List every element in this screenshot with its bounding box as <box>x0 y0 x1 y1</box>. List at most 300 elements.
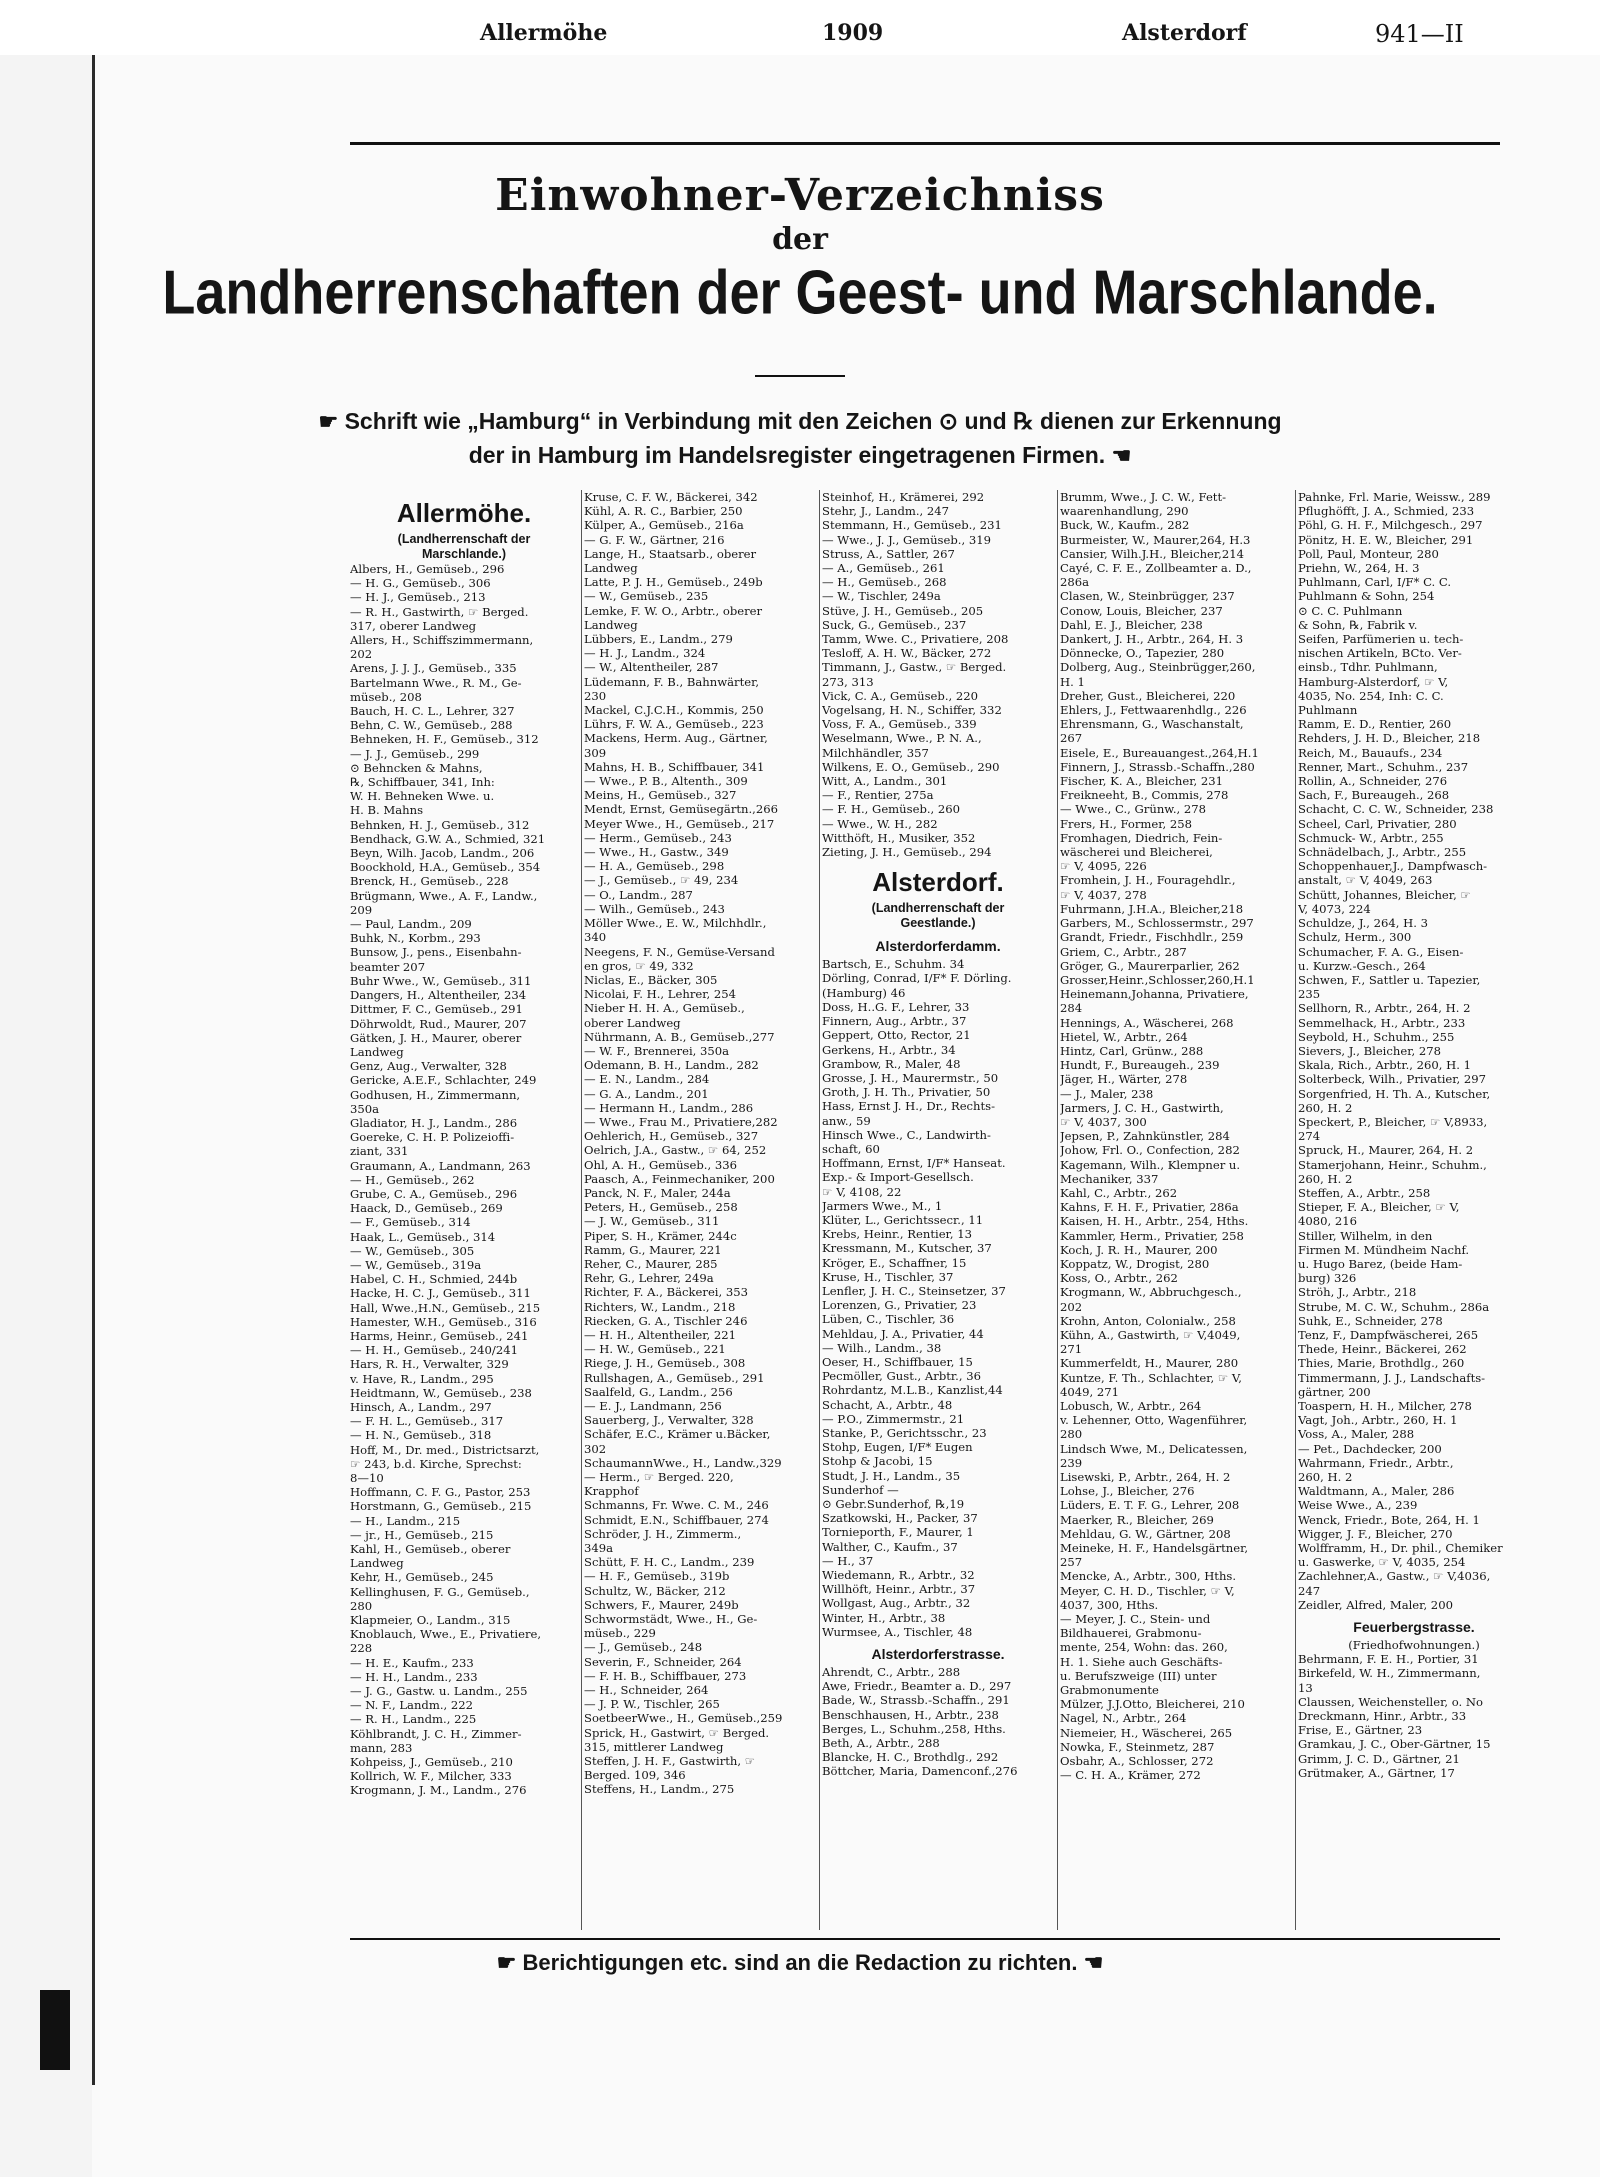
directory-entry: Schröder, J. H., Zimmerm., <box>584 1526 742 1541</box>
directory-entry: Lange, H., Staatsarb., oberer <box>584 546 757 561</box>
directory-entry: Landweg <box>584 617 638 632</box>
directory-entry: Schmanns, Fr. Wwe. C. M., 246 <box>584 1498 769 1513</box>
directory-entry: — H. H., Gemüseb., 240/241 <box>350 1343 518 1358</box>
directory-entry: Poll, Paul, Monteur, 280 <box>1298 546 1439 561</box>
directory-entry: — W., Altentheiler, 287 <box>584 660 719 675</box>
directory-entry: Krebs, Heinr., Rentier, 13 <box>822 1227 972 1242</box>
directory-entry: Mackel, C.J.C.H., Kommis, 250 <box>584 703 764 718</box>
directory-entry: Sievers, J., Bleicher, 278 <box>1298 1043 1441 1058</box>
directory-entry: Meyer, C. H. D., Tischler, ☞ V, <box>1060 1583 1235 1598</box>
directory-entry: u. Berufszweige (III) unter <box>1060 1668 1217 1683</box>
directory-entry: 202 <box>350 647 373 662</box>
section-subheading: (Landherrenschaft der <box>397 532 531 546</box>
directory-entry: Saalfeld, G., Landm., 256 <box>584 1384 733 1399</box>
directory-entry: Voss, A., Maler, 288 <box>1298 1427 1415 1442</box>
directory-entry: Lobusch, W., Arbtr., 264 <box>1060 1399 1202 1413</box>
directory-entry: Meins, H., Gemüseb., 327 <box>584 788 737 803</box>
directory-entry: Vagt, Joh., Arbtr., 260, H. 1 <box>1298 1413 1458 1428</box>
directory-entry: Stemmann, H., Gemüseb., 231 <box>822 518 1002 533</box>
directory-entry: Bunsow, J., pens., Eisenbahn- <box>350 945 522 960</box>
directory-entry: Dankert, J. H., Arbtr., 264, H. 3 <box>1060 632 1244 647</box>
directory-entry: (Hamburg) 46 <box>822 985 906 1000</box>
directory-entry: Schacht, C. C. W., Schneider, 238 <box>1298 802 1494 817</box>
directory-entry: Hietel, W., Arbtr., 264 <box>1060 1029 1188 1044</box>
directory-entry: Solterbeck, Wilh., Privatier, 297 <box>1298 1072 1487 1087</box>
directory-entry: Schuldze, J., 264, H. 3 <box>1298 916 1428 931</box>
notice-line-1: ☛ Schrift wie „Hamburg“ in Verbindung mit den Zeichen ⊙ und ℞ dienen zur Erkennung <box>318 408 1282 434</box>
directory-entry: Lüdemann, F. B., Bahnwärter, <box>584 674 760 689</box>
directory-entry: Böttcher, Maria, Damenconf.,276 <box>822 1764 1018 1779</box>
street-heading: Feuerbergstrasse. <box>1353 1619 1475 1636</box>
directory-entry: Schwen, F., Sattler u. Tapezier, <box>1298 972 1481 987</box>
directory-entry: Zeidler, Alfred, Maler, 200 <box>1298 1597 1453 1612</box>
directory-entry: Wigger, J. F., Bleicher, 270 <box>1298 1526 1453 1541</box>
directory-entry: 4035, No. 254, Inh: C. C. <box>1298 688 1444 703</box>
directory-entry: Kühn, A., Gastwirth, ☞ V,4049, <box>1060 1327 1241 1342</box>
directory-entry: mann, 283 <box>350 1740 413 1755</box>
directory-entry: Richter, F. A., Bäckerei, 353 <box>584 1285 749 1300</box>
directory-entry: Allers, H., Schiffszimmermann, <box>350 633 534 648</box>
directory-entry: Horstmann, G., Gemüseb., 215 <box>350 1499 532 1514</box>
directory-entry: Firmen M. Mündheim Nachf. <box>1298 1242 1470 1257</box>
footer-notice: ☛ Berichtigungen etc. sind an die Redaction zu richten. ☚ <box>496 1950 1104 1975</box>
directory-entry: Rehr, G., Lehrer, 249a <box>584 1271 714 1286</box>
directory-entry: Hinsch Wwe., C., Landwirth- <box>822 1127 991 1142</box>
directory-entry: Lindsch Wwe, M., Delicatessen, <box>1060 1441 1248 1456</box>
directory-entry: Richters, W., Landm., 218 <box>584 1299 736 1314</box>
section-subheading: Geestlande.) <box>900 916 976 931</box>
directory-columns <box>350 490 1503 1930</box>
directory-entry: — Wilh., Landm., 38 <box>822 1340 942 1355</box>
header-right: Alsterdorf <box>1122 20 1247 46</box>
scan-margin-left <box>0 55 92 2177</box>
directory-entry: — R. H., Landm., 225 <box>350 1712 477 1727</box>
directory-entry: Dolberg, Aug., Steinbrügger,260, <box>1060 660 1256 675</box>
directory-entry: Möller Wwe., E. W., Milchhdlr., <box>584 916 767 931</box>
directory-entry: Kagemann, Wilh., Klempner u. <box>1060 1157 1241 1172</box>
directory-entry: Haak, L., Gemüseb., 314 <box>350 1229 496 1244</box>
directory-entry: Behn, C. W., Gemüseb., 288 <box>350 718 513 733</box>
directory-entry: Weselmann, Wwe., P. N. A., <box>822 731 982 746</box>
directory-entry: Kammler, Herm., Privatier, 258 <box>1060 1228 1244 1243</box>
directory-entry: Buhk, N., Korbm., 293 <box>350 931 481 946</box>
directory-entry: Vogelsang, H. N., Schiffer, 332 <box>822 703 1002 718</box>
directory-entry: müseb., 208 <box>350 689 422 704</box>
directory-entry: ⊙ Behncken & Mahns, <box>350 760 483 775</box>
directory-entry: Gladiator, H. J., Landm., 286 <box>350 1115 518 1130</box>
directory-entry: 228 <box>350 1641 373 1656</box>
directory-entry: Grandt, Friedr., Fischhdlr., 259 <box>1060 930 1244 945</box>
directory-entry: Berges, L., Schuhm.,258, Hths. <box>822 1721 1006 1736</box>
directory-entry: H. 1. Siehe auch Geschäfts- <box>1060 1654 1223 1669</box>
directory-entry: Milchhändler, 357 <box>822 745 929 760</box>
directory-entry: Jarmers, J. C. H., Gastwirth, <box>1060 1100 1224 1115</box>
directory-entry: Willhöft, Heinr., Arbtr., 37 <box>822 1582 976 1597</box>
directory-entry: Kruse, H., Tischler, 37 <box>822 1269 954 1284</box>
directory-entry: Klapmeier, O., Landm., 315 <box>350 1613 511 1628</box>
directory-entry: Lenfler, J. H. C., Steinsetzer, 37 <box>822 1283 1006 1298</box>
directory-entry: Steffens, H., Landm., 275 <box>584 1782 735 1797</box>
column-divider <box>581 490 582 1930</box>
directory-entry: Grabmonumente <box>1060 1683 1159 1698</box>
directory-entry: Finnern, J., Strassb.-Schaffn.,280 <box>1060 759 1255 774</box>
directory-entry: Oehlerich, H., Gemüseb., 327 <box>584 1129 759 1144</box>
directory-entry: Grambow, R., Maler, 48 <box>822 1056 961 1071</box>
directory-entry: Weise Wwe., A., 239 <box>1298 1498 1418 1513</box>
directory-entry: Sorgenfried, H. Th. A., Kutscher, <box>1298 1086 1491 1101</box>
directory-entry: Knoblauch, Wwe., E., Privatiere, <box>350 1627 542 1642</box>
section-subheading: (Landherrenschaft der <box>871 901 1005 916</box>
directory-entry: 8—10 <box>350 1471 384 1485</box>
directory-entry: — H., Gemüseb., 268 <box>822 575 947 590</box>
directory-entry: Rehders, J. H. D., Bleicher, 218 <box>1298 731 1481 746</box>
binding-edge-line <box>92 55 95 2085</box>
directory-entry: Lisewski, P., Arbtr., 264, H. 2 <box>1060 1470 1231 1485</box>
directory-entry: oberer Landweg <box>584 1015 681 1030</box>
directory-entry: u. Kurzw.-Gesch., 264 <box>1298 958 1426 973</box>
directory-entry: — Wwe., J. J., Gemüseb., 319 <box>822 532 991 547</box>
directory-entry: — P.O., Zimmermstr., 21 <box>822 1411 965 1426</box>
directory-entry: Schmuck- W., Arbtr., 255 <box>1298 830 1444 845</box>
directory-entry: Krohn, Anton, Colonialw., 258 <box>1060 1313 1236 1328</box>
directory-entry: Krogmann, W., Abbruchgesch., <box>1060 1285 1242 1300</box>
directory-entry: Pecmöller, Gust., Arbtr., 36 <box>822 1369 981 1384</box>
directory-entry: Grube, C. A., Gemüseb., 296 <box>350 1186 518 1201</box>
directory-entry: Fuhrmann, J.H.A., Bleicher,218 <box>1060 901 1244 916</box>
directory-entry: — J. J., Gemüseb., 299 <box>350 746 480 761</box>
directory-entry: — H. W., Gemüseb., 221 <box>584 1342 726 1357</box>
directory-entry: Wenck, Friedr., Bote, 264, H. 1 <box>1298 1512 1480 1527</box>
directory-entry: Hinsch, A., Landm., 297 <box>350 1399 492 1414</box>
directory-entry: Maerker, R., Bleicher, 269 <box>1060 1512 1214 1527</box>
directory-entry: Döhrwoldt, Rud., Maurer, 207 <box>350 1016 527 1031</box>
directory-entry: Schacht, A., Arbtr., 48 <box>822 1397 953 1412</box>
directory-entry: 13 <box>1298 1680 1313 1695</box>
column-3 <box>822 490 1054 1930</box>
street-heading: Alsterdorferstrasse. <box>871 1646 1005 1663</box>
directory-entry: SchaumannWwe., H., Landw.,329 <box>584 1455 782 1470</box>
directory-entry: Landweg <box>350 1044 404 1059</box>
directory-entry: Jarmers Wwe., M., 1 <box>822 1198 943 1213</box>
directory-entry: ⊙ Gebr.Sunderhof, ℞,19 <box>822 1497 965 1511</box>
directory-entry: Suck, G., Gemüseb., 237 <box>822 617 967 632</box>
directory-entry: Bendhack, G.W. A., Schmied, 321 <box>350 831 546 846</box>
directory-entry: 350a <box>350 1101 380 1116</box>
directory-entry: Pönitz, H. E. W., Bleicher, 291 <box>1298 532 1474 547</box>
directory-entry: Claussen, Weichensteller, o. No <box>1298 1694 1484 1709</box>
directory-entry: 302 <box>584 1441 607 1456</box>
directory-entry: 309 <box>584 745 607 760</box>
header-left: Allermöhe <box>480 20 608 46</box>
directory-entry: Strube, M. C. W., Schuhm., 286a <box>1298 1299 1490 1314</box>
directory-entry: Köhlbrandt, J. C. H., Zimmer- <box>350 1726 522 1741</box>
directory-entry: waarenhandlung, 290 <box>1060 504 1189 519</box>
directory-entry: 315, mittlerer Landweg <box>584 1739 724 1754</box>
directory-entry: — Herm., ☞ Berged. 220, <box>584 1470 734 1485</box>
directory-entry: Burmeister, W., Maurer,264, H.3 <box>1060 532 1251 547</box>
directory-entry: Winter, H., Arbtr., 38 <box>822 1610 946 1625</box>
directory-entry: Tenz, F., Dampfwäscherei, 265 <box>1298 1327 1479 1342</box>
directory-entry: V, 4073, 224 <box>1298 901 1371 916</box>
directory-entry: Steinhof, H., Krämerei, 292 <box>822 490 985 504</box>
directory-entry: — Meyer, J. C., Stein- und <box>1060 1612 1211 1627</box>
directory-entry: Benschhausen, H., Arbtr., 238 <box>822 1707 999 1722</box>
directory-entry: Kühl, A. R. C., Barbier, 250 <box>584 504 743 519</box>
directory-entry: — E. N., Landm., 284 <box>584 1072 710 1087</box>
directory-entry: Timmann, J., Gastw., ☞ Berged. <box>822 660 1007 675</box>
directory-entry: Nieber H. H. A., Gemüseb., <box>584 1001 745 1016</box>
directory-entry: Dangers, H., Altentheiler, 234 <box>350 988 527 1003</box>
directory-entry: Oeser, H., Schiffbauer, 15 <box>822 1354 973 1369</box>
directory-entry: Hamburg-Alsterdorf, ☞ V, <box>1298 674 1449 689</box>
directory-entry: W. H. Behneken Wwe. u. <box>350 789 495 804</box>
directory-entry: ziant, 331 <box>350 1144 409 1159</box>
directory-entry: Rohrdantz, M.L.B., Kanzlist,44 <box>822 1383 1003 1398</box>
header-year: 1909 <box>822 20 884 46</box>
directory-entry: 317, oberer Landweg <box>350 618 477 633</box>
column-2 <box>584 490 816 1930</box>
directory-entry: Piper, S. H., Krämer, 244c <box>584 1228 737 1243</box>
directory-entry: Krapphof <box>584 1484 639 1499</box>
directory-entry: Godhusen, H., Zimmermann, <box>350 1087 521 1102</box>
directory-entry: Ramm, G., Maurer, 221 <box>584 1242 722 1257</box>
directory-entry: Koch, J. R. H., Maurer, 200 <box>1060 1242 1218 1257</box>
directory-entry: Dönnecke, O., Tapezier, 280 <box>1060 646 1225 661</box>
directory-entry: Schütt, Johannes, Bleicher, ☞ <box>1298 887 1471 902</box>
directory-entry: — Hermann H., Landm., 286 <box>584 1100 754 1115</box>
section-heading: Alsterdorf. <box>872 867 1004 898</box>
directory-entry: Speckert, P., Bleicher, ☞ V,8933, <box>1298 1114 1488 1129</box>
directory-entry: Tornieporth, F., Maurer, 1 <box>822 1525 974 1540</box>
directory-entry: Hoffmann, Ernst, I/F* Hanseat. <box>822 1156 1006 1171</box>
directory-entry: Skala, Rich., Arbtr., 260, H. 1 <box>1298 1058 1471 1073</box>
directory-entry: Dittmer, F. C., Gemüseb., 291 <box>350 1002 523 1017</box>
directory-entry: Dreckmann, Hinr., Arbtr., 33 <box>1298 1709 1467 1724</box>
directory-entry: Gericke, A.E.F., Schlachter, 249 <box>350 1073 537 1088</box>
directory-entry: Külper, A., Gemüseb., 216a <box>584 518 744 533</box>
directory-entry: — Paul, Landm., 209 <box>350 917 472 932</box>
directory-entry: 349a <box>584 1541 614 1556</box>
directory-entry: Mechaniker, 337 <box>1060 1171 1159 1186</box>
directory-entry: Gerkens, H., Arbtr., 34 <box>822 1042 956 1057</box>
directory-entry: 209 <box>350 902 373 917</box>
column-5 <box>1298 490 1530 1930</box>
directory-entry: anw., 59 <box>822 1113 871 1128</box>
directory-entry: — J., Gemüseb., ☞ 49, 234 <box>584 873 739 888</box>
directory-entry: Panck, N. F., Maler, 244a <box>584 1185 731 1200</box>
page-title: Einwohner-Verzeichniss <box>495 170 1105 221</box>
directory-entry: Puhlmann & Sohn, 254 <box>1298 589 1435 604</box>
street-heading: Alsterdorferdamm. <box>875 938 1001 955</box>
directory-entry: Bildhauerei, Grabmonu- <box>1060 1626 1202 1641</box>
pointing-hand-icon: ☛ <box>318 409 339 434</box>
directory-entry: — H. J., Gemüseb., 213 <box>350 590 486 605</box>
directory-entry: Jäger, H., Wärter, 278 <box>1060 1072 1188 1087</box>
directory-entry: 4049, 271 <box>1060 1384 1120 1399</box>
directory-entry: Pflughöfft, J. A., Schmied, 233 <box>1298 504 1475 519</box>
directory-entry: Kröger, E., Schaffner, 15 <box>822 1255 967 1270</box>
directory-entry: Tesloff, A. H. W., Bäcker, 272 <box>822 646 992 661</box>
directory-entry: Ehlers, J., Fettwaarenhdlg., 226 <box>1060 703 1247 718</box>
directory-entry: 260, H. 2 <box>1298 1470 1353 1485</box>
directory-entry: Mahns, H. B., Schiffbauer, 341 <box>584 759 765 774</box>
directory-entry: 280 <box>1060 1427 1083 1442</box>
directory-entry: Stanke, P., Gerichtsschr., 23 <box>822 1425 987 1440</box>
directory-entry: müseb., 229 <box>584 1626 656 1641</box>
directory-entry: — J. P. W., Tischler, 265 <box>584 1697 720 1712</box>
directory-entry: Bartsch, E., Schuhm. 34 <box>822 957 965 972</box>
directory-entry: Arens, J. J. J., Gemüseb., 335 <box>350 661 517 676</box>
directory-entry: Hoff, M., Dr. med., Districtsarzt, <box>350 1442 540 1457</box>
directory-entry: Schwormstädt, Wwe., H., Ge- <box>584 1612 758 1627</box>
directory-entry: — F. H. L., Gemüseb., 317 <box>350 1414 504 1429</box>
directory-entry: Waldtmann, A., Maler, 286 <box>1298 1484 1455 1499</box>
directory-entry: Garbers, M., Schlossermstr., 297 <box>1060 916 1254 931</box>
directory-entry: — Wwe., C., Grünw., 278 <box>1060 802 1207 817</box>
directory-entry: wäscherei und Bleicherei, <box>1060 845 1213 860</box>
directory-entry: Habel, C. H., Schmied, 244b <box>350 1272 518 1287</box>
directory-entry: Grosser,Heinr.,Schlosser,260,H.1 <box>1060 972 1255 987</box>
directory-entry: Zachlehner,A., Gastw., ☞ V,4036, <box>1298 1569 1491 1584</box>
directory-entry: 284 <box>1060 1001 1083 1016</box>
directory-entry: SoetbeerWwe., H., Gemüseb.,259 <box>584 1711 783 1726</box>
directory-entry: Eisele, E., Bureauangest.,264,H.1 <box>1060 745 1259 760</box>
directory-entry: 340 <box>584 930 607 945</box>
directory-entry: Mackens, Herm. Aug., Gärtner, <box>584 731 768 746</box>
directory-entry: Boockhold, H.A., Gemüseb., 354 <box>350 860 541 875</box>
directory-entry: Fischer, K. A., Bleicher, 231 <box>1060 774 1224 789</box>
directory-entry: Schumacher, F. A. G., Eisen- <box>1298 944 1464 959</box>
directory-entry: — Wwe., P. B., Altenth., 309 <box>584 774 748 789</box>
column-divider <box>1057 490 1058 1930</box>
directory-entry: — J. G., Gastw. u. Landm., 255 <box>350 1684 528 1699</box>
notice-line-2: der in Hamburg im Handelsregister eingetragenen Firmen. ☚ <box>468 442 1132 468</box>
directory-entry: burg) 326 <box>1298 1271 1357 1286</box>
directory-entry: ☞ 243, b.d. Kirche, Sprechst: <box>350 1456 522 1471</box>
directory-entry: Landweg <box>350 1556 404 1571</box>
directory-entry: — W., Gemüseb., 235 <box>584 589 709 604</box>
directory-entry: Birkefeld, W. H., Zimmermann, <box>1298 1666 1481 1681</box>
directory-entry: Brenck, H., Gemüseb., 228 <box>350 874 509 889</box>
pointing-hand-icon: ☛ <box>496 1950 517 1975</box>
directory-entry: ☞ V, 4095, 226 <box>1060 859 1147 874</box>
directory-entry: 202 <box>1060 1299 1083 1314</box>
directory-entry: — J., Gemüseb., 248 <box>584 1640 703 1655</box>
directory-entry: Seifen, Parfümerien u. tech- <box>1298 632 1464 647</box>
directory-entry: Ehrensmann, G., Waschanstalt, <box>1060 717 1244 732</box>
directory-entry: Hennings, A., Wäscherei, 268 <box>1060 1015 1234 1030</box>
directory-entry: Kollrich, W. F., Milcher, 333 <box>350 1769 512 1784</box>
directory-entry: 260, H. 2 <box>1298 1171 1353 1186</box>
directory-entry: Seybold, H., Schuhm., 255 <box>1298 1029 1455 1044</box>
directory-entry: Lührs, F. W. A., Gemüseb., 223 <box>584 717 764 732</box>
directory-entry: Semmelhack, H., Arbtr., 233 <box>1298 1015 1466 1030</box>
directory-entry: Kehr, H., Gemüseb., 245 <box>350 1570 494 1585</box>
directory-entry: — H., Schneider, 264 <box>584 1683 709 1698</box>
directory-entry: Blancke, H. C., Brothdlg., 292 <box>822 1750 999 1765</box>
directory-entry: Hall, Wwe.,H.N., Gemüseb., 215 <box>350 1300 541 1315</box>
directory-entry: Grosse, J. H., Maurermstr., 50 <box>822 1070 999 1085</box>
directory-entry: Sach, F., Bureaugeh., 268 <box>1298 788 1450 803</box>
directory-entry: 4037, 300, Hths. <box>1060 1597 1159 1612</box>
directory-entry: Nührmann, A. B., Gemüseb.,277 <box>584 1029 775 1044</box>
directory-entry: — H. J., Landm., 324 <box>584 646 706 661</box>
pointing-hand-icon: ☚ <box>1111 443 1132 468</box>
directory-entry: Hintz, Carl, Grünw., 288 <box>1060 1043 1204 1058</box>
directory-entry: 271 <box>1060 1342 1083 1357</box>
directory-entry: Ströh, J., Arbtr., 218 <box>1298 1285 1417 1300</box>
directory-entry: Finnern, Aug., Arbtr., 37 <box>822 1014 967 1029</box>
directory-entry: Voss, F. A., Gemüseb., 339 <box>822 717 977 732</box>
scan-artifact <box>40 1990 70 2070</box>
directory-entry: Paasch, A., Feinmechaniker, 200 <box>584 1171 775 1186</box>
directory-entry: Hass, Ernst J. H., Dr., Rechts- <box>822 1099 996 1114</box>
directory-entry: Mehldau, J. A., Privatier, 44 <box>822 1326 984 1341</box>
directory-entry: Timmermann, J. J., Landschafts- <box>1298 1370 1486 1385</box>
directory-entry: Exp.- & Import-Gesellsch. <box>822 1170 974 1185</box>
directory-entry: Schnädelbach, J., Arbtr., 255 <box>1298 845 1467 860</box>
directory-entry: Lemke, F. W. O., Arbtr., oberer <box>584 603 763 618</box>
directory-entry: Schwers, F., Maurer, 249b <box>584 1597 739 1612</box>
directory-entry: — H. F., Gemüseb., 319b <box>584 1569 730 1584</box>
directory-entry: Heidtmann, W., Gemüseb., 238 <box>350 1385 532 1400</box>
directory-entry: 260, H. 2 <box>1298 1100 1353 1115</box>
directory-entry: mente, 254, Wohn: das. 260, <box>1060 1640 1228 1655</box>
section-heading: Allermöhe. <box>396 498 532 528</box>
directory-entry: Oelrich, J.A., Gastw., ☞ 64, 252 <box>584 1143 767 1158</box>
directory-entry: — H. A., Gemüseb., 298 <box>584 859 725 874</box>
directory-entry: Graumann, A., Landmann, 263 <box>350 1158 531 1173</box>
directory-entry: Steffen, A., Arbtr., 258 <box>1298 1185 1431 1200</box>
directory-entry: Stamerjohann, Heinr., Schuhm., <box>1298 1157 1487 1172</box>
directory-entry: Haack, D., Gemüseb., 269 <box>350 1201 503 1216</box>
directory-entry: Neegens, F. N., Gemüse-Versand <box>584 944 775 959</box>
directory-entry: u. Hugo Barez, (beide Ham- <box>1298 1256 1463 1271</box>
directory-entry: Gätken, J. H., Maurer, oberer <box>350 1030 522 1045</box>
directory-entry: & Sohn, ℞, Fabrik v. <box>1298 617 1418 632</box>
directory-entry: — F., Rentier, 275a <box>822 788 934 803</box>
directory-entry: Groth, J. H. Th., Privatier, 50 <box>822 1085 991 1100</box>
directory-entry: — F. H., Gemüseb., 260 <box>822 802 961 817</box>
directory-entry: Behneken, H. F., Gemüseb., 312 <box>350 732 539 747</box>
directory-entry: Bartelmann Wwe., R. M., Ge- <box>350 675 522 690</box>
directory-entry: Kahl, H., Gemüseb., oberer <box>350 1542 511 1557</box>
directory-entry: Hamester, W.H., Gemüseb., 316 <box>350 1314 537 1329</box>
directory-entry: Schultz, W., Bäcker, 212 <box>584 1583 726 1598</box>
column-divider <box>819 490 820 1930</box>
directory-entry: — R. H., Gastwirth, ☞ Berged. <box>350 604 529 619</box>
directory-entry: Koppatz, W., Drogist, 280 <box>1060 1256 1210 1271</box>
directory-entry: Cansier, Wilh.J.H., Bleicher,214 <box>1060 546 1244 561</box>
directory-entry: Gröger, G., Maurerparlier, 262 <box>1060 958 1240 973</box>
directory-entry: Tamm, Wwe. C., Privatiere, 208 <box>822 632 1009 647</box>
directory-entry: Gramkau, J. C., Ober-Gärtner, 15 <box>1298 1737 1491 1752</box>
directory-entry: Ahrendt, C., Arbtr., 288 <box>822 1665 961 1680</box>
directory-entry: Odemann, B. H., Landm., 282 <box>584 1058 759 1073</box>
directory-entry: gärtner, 200 <box>1298 1384 1371 1399</box>
directory-entry: Genz, Aug., Verwalter, 328 <box>350 1059 507 1074</box>
directory-entry: Puhlmann <box>1298 703 1358 718</box>
section-subheading: Marschlande.) <box>421 547 507 561</box>
directory-entry: schaft, 60 <box>822 1141 880 1156</box>
directory-entry: Mencke, A., Arbtr., 300, Hths. <box>1060 1569 1237 1584</box>
directory-entry: Hundt, F., Bureaugeh., 239 <box>1060 1058 1220 1073</box>
directory-entry: Scheel, Carl, Privatier, 280 <box>1298 816 1457 831</box>
directory-entry: ☞ V, 4037, 278 <box>1060 887 1147 902</box>
directory-entry: 280 <box>350 1598 373 1613</box>
directory-entry: Brumm, Wwe., J. C. W., Fett- <box>1060 490 1227 504</box>
directory-entry: 235 <box>1298 987 1321 1002</box>
